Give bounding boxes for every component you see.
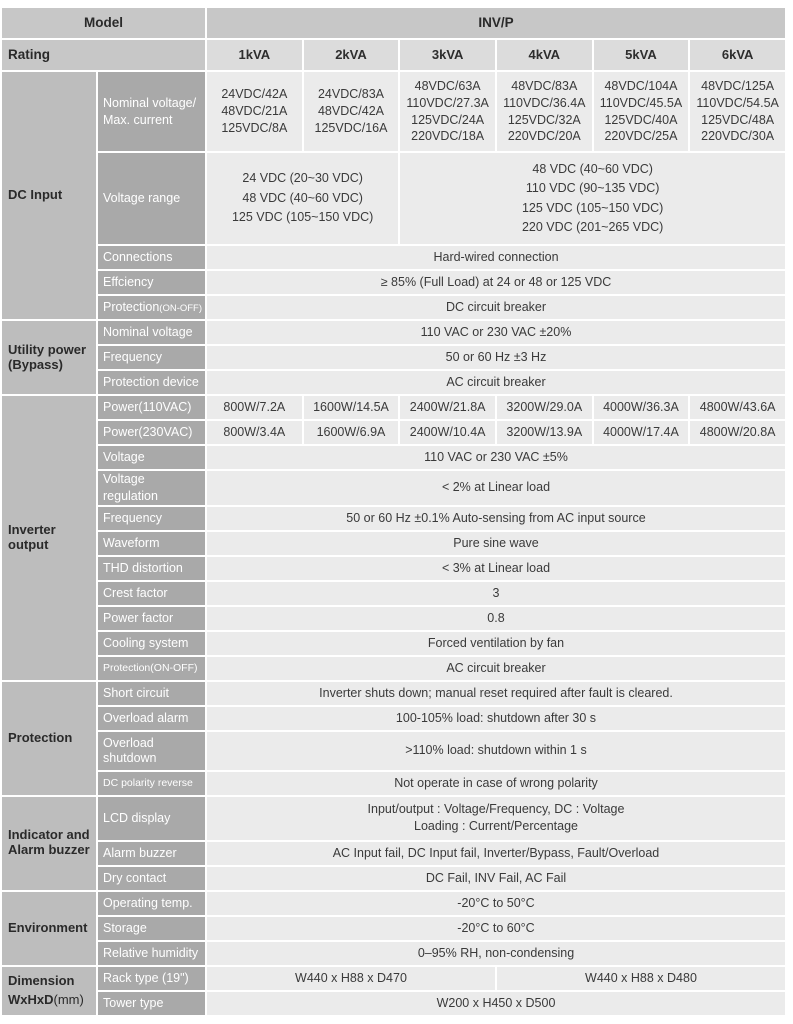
waveform-value: Pure sine wave (207, 532, 785, 555)
label-waveform: Waveform (98, 532, 205, 555)
relative-humidity-value: 0–95% RH, non-condensing (207, 942, 785, 965)
power110-4kva: 3200W/29.0A (497, 396, 592, 419)
voltage-range-high: 48 VDC (40~60 VDC) 110 VDC (90~135 VDC) 125 VDC (105~150 VDC) 220 VDC (201~265 VDC) (400, 153, 785, 244)
label-dc-protection: Protection(ON-OFF) (98, 296, 205, 319)
overload-shutdown-value: >110% load: shutdown within 1 s (207, 732, 785, 770)
nominal-3kva: 48VDC/63A 110VDC/27.3A 125VDC/24A 220VDC/18A (400, 72, 495, 151)
power110-2kva: 1600W/14.5A (304, 396, 399, 419)
tower-type-value: W200 x H450 x D500 (207, 992, 785, 1015)
nominal-2kva: 24VDC/83A 48VDC/42A 125VDC/16A (304, 72, 399, 151)
label-utility-frequency: Frequency (98, 346, 205, 369)
rating-6kva: 6kVA (690, 40, 785, 70)
label-utility-protection: Protection device (98, 371, 205, 394)
label-lcd-display: LCD display (98, 797, 205, 840)
dc-protection-value: DC circuit breaker (207, 296, 785, 319)
alarm-buzzer-value: AC Input fail, DC Input fail, Inverter/Bypass, Fault/Overload (207, 842, 785, 865)
crest-factor-value: 3 (207, 582, 785, 605)
rack-type-value-high: W440 x H88 x D480 (497, 967, 785, 990)
power230-5kva: 4000W/17.4A (594, 421, 689, 444)
rating-2kva: 2kVA (304, 40, 399, 70)
label-crest-factor: Crest factor (98, 582, 205, 605)
rating-3kva: 3kVA (400, 40, 495, 70)
storage-value: -20°C to 60°C (207, 917, 785, 940)
label-operating-temp: Operating temp. (98, 892, 205, 915)
label-short-circuit: Short circuit (98, 682, 205, 705)
category-environment: Environment (2, 892, 96, 965)
label-relative-humidity: Relative humidity (98, 942, 205, 965)
power230-1kva: 800W/3.4A (207, 421, 302, 444)
inverter-frequency-value: 50 or 60 Hz ±0.1% Auto-sensing from AC input source (207, 507, 785, 530)
power230-6kva: 4800W/20.8A (690, 421, 785, 444)
model-value: INV/P (207, 8, 785, 38)
label-thd-distortion: THD distortion (98, 557, 205, 580)
label-tower-type: Tower type (98, 992, 205, 1015)
efficiency-value: ≥ 85% (Full Load) at 24 or 48 or 125 VDC (207, 271, 785, 294)
label-connections: Connections (98, 246, 205, 269)
model-header: Model (2, 8, 205, 38)
label-power-230vac: Power(230VAC) (98, 421, 205, 444)
label-power-110vac: Power(110VAC) (98, 396, 205, 419)
label-rack-type: Rack type (19") (98, 967, 205, 990)
voltage-range-low: 24 VDC (20~30 VDC) 48 VDC (40~60 VDC) 125 VDC (105~150 VDC) (207, 153, 398, 244)
dry-contact-value: DC Fail, INV Fail, AC Fail (207, 867, 785, 890)
dc-polarity-reverse-value: Not operate in case of wrong polarity (207, 772, 785, 795)
nominal-6kva: 48VDC/125A 110VDC/54.5A 125VDC/48A 220VDC/30A (690, 72, 785, 151)
power110-3kva: 2400W/21.8A (400, 396, 495, 419)
label-inverter-voltage: Voltage (98, 446, 205, 469)
overload-alarm-value: 100-105% load: shutdown after 30 s (207, 707, 785, 730)
label-cooling-system: Cooling system (98, 632, 205, 655)
category-inverter-output: Inverter output (2, 396, 96, 680)
label-inverter-frequency: Frequency (98, 507, 205, 530)
nominal-4kva: 48VDC/83A 110VDC/36.4A 125VDC/32A 220VDC/20A (497, 72, 592, 151)
label-overload-alarm: Overload alarm (98, 707, 205, 730)
label-storage: Storage (98, 917, 205, 940)
label-efficiency: Effciency (98, 271, 205, 294)
label-voltage-range: Voltage range (98, 153, 205, 244)
voltage-regulation-value: < 2% at Linear load (207, 471, 785, 505)
cooling-system-value: Forced ventilation by fan (207, 632, 785, 655)
label-inverter-protection: Protection(ON-OFF) (98, 657, 205, 680)
utility-frequency-value: 50 or 60 Hz ±3 Hz (207, 346, 785, 369)
rack-type-value-low: W440 x H88 x D470 (207, 967, 495, 990)
spec-table (0, 6, 787, 1017)
category-indicator-alarm: Indicator and Alarm buzzer (2, 797, 96, 890)
power-factor-value: 0.8 (207, 607, 785, 630)
label-dry-contact: Dry contact (98, 867, 205, 890)
power110-1kva: 800W/7.2A (207, 396, 302, 419)
power110-5kva: 4000W/36.3A (594, 396, 689, 419)
short-circuit-value: Inverter shuts down; manual reset required after fault is cleared. (207, 682, 785, 705)
inverter-voltage-value: 110 VAC or 230 VAC ±5% (207, 446, 785, 469)
label-overload-shutdown: Overload shutdown (98, 732, 205, 770)
label-dc-polarity-reverse: DC polarity reverse (98, 772, 205, 795)
power110-6kva: 4800W/43.6A (690, 396, 785, 419)
label-alarm-buzzer: Alarm buzzer (98, 842, 205, 865)
rating-4kva: 4kVA (497, 40, 592, 70)
nominal-5kva: 48VDC/104A 110VDC/45.5A 125VDC/40A 220VDC/25A (594, 72, 689, 151)
label-voltage-regulation: Voltage regulation (98, 471, 205, 505)
label-utility-nominal-voltage: Nominal voltage (98, 321, 205, 344)
category-utility-power: Utility power (Bypass) (2, 321, 96, 394)
category-protection: Protection (2, 682, 96, 795)
rating-1kva: 1kVA (207, 40, 302, 70)
utility-protection-value: AC circuit breaker (207, 371, 785, 394)
power230-2kva: 1600W/6.9A (304, 421, 399, 444)
connections-value: Hard-wired connection (207, 246, 785, 269)
rating-header: Rating (2, 40, 205, 70)
utility-nominal-voltage-value: 110 VAC or 230 VAC ±20% (207, 321, 785, 344)
thd-distortion-value: < 3% at Linear load (207, 557, 785, 580)
inverter-protection-value: AC circuit breaker (207, 657, 785, 680)
lcd-display-value: Input/output : Voltage/Frequency, DC : Voltage Loading : Current/Percentage (207, 797, 785, 840)
power230-4kva: 3200W/13.9A (497, 421, 592, 444)
rating-5kva: 5kVA (594, 40, 689, 70)
category-dc-input: DC Input (2, 72, 96, 319)
nominal-1kva: 24VDC/42A 48VDC/21A 125VDC/8A (207, 72, 302, 151)
label-power-factor: Power factor (98, 607, 205, 630)
label-nominal-voltage: Nominal voltage/ Max. current (98, 72, 205, 151)
operating-temp-value: -20°C to 50°C (207, 892, 785, 915)
power230-3kva: 2400W/10.4A (400, 421, 495, 444)
category-dimension: Dimension WxHxD(mm) (2, 967, 96, 1015)
